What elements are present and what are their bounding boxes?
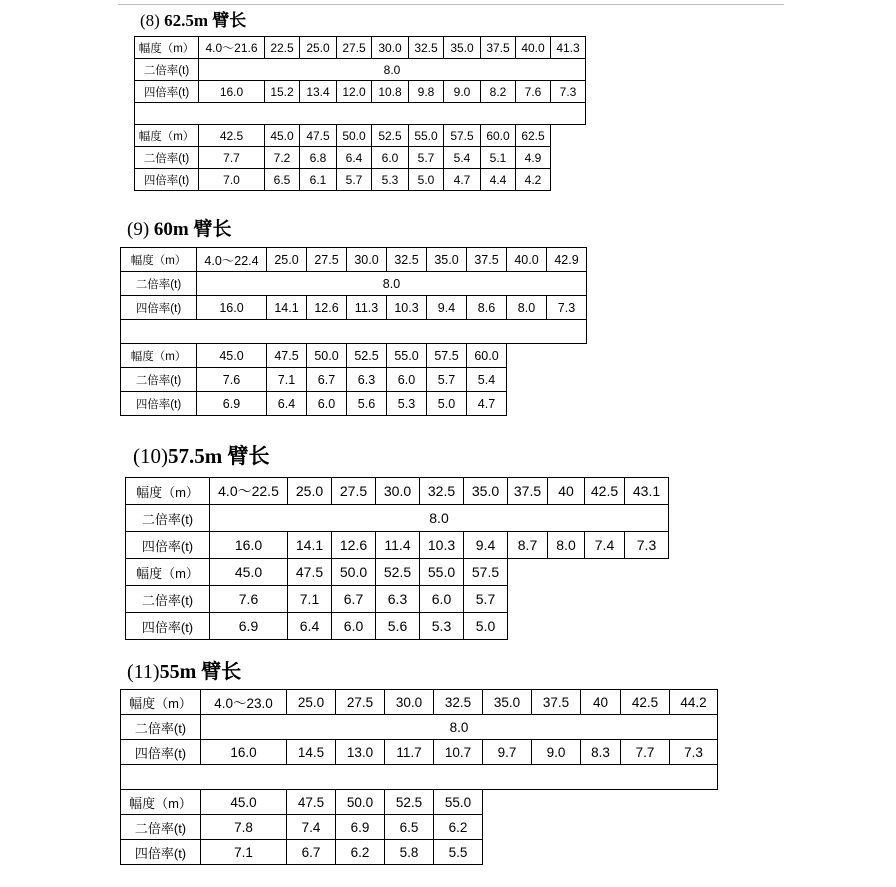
quad-cell: 4.7 [444,169,481,191]
amplitude-cell: 37.5 [467,248,507,272]
row-label: 幅度（m） [121,790,201,815]
quad-cell: 10.7 [434,740,483,765]
quad-cell: 6.0 [307,392,347,416]
amplitude-cell: 42.9 [547,248,587,272]
amplitude-cell: 45.0 [265,125,300,147]
double-cell: 6.0 [387,368,427,392]
amplitude-cell: 27.5 [337,37,372,59]
double-cell: 7.2 [265,147,300,169]
amplitude-cell: 45.0 [210,559,288,586]
amplitude-cell: 4.0～22.5 [210,478,288,505]
double-rate-value: 8.0 [199,59,586,81]
amplitude-row [121,690,718,715]
double-cell: 6.8 [300,147,337,169]
double-cell: 7.4 [287,815,336,840]
quad-cell: 10.8 [372,81,409,103]
quad-cell: 8.0 [507,296,547,320]
row-label: 幅度（m） [126,478,210,505]
quad-rate-row [121,840,718,865]
double-cell: 5.7 [409,147,444,169]
quad-cell: 7.0 [199,169,265,191]
quad-cell: 11.7 [385,740,434,765]
section-heading-8 [140,6,246,31]
load-table-57-5m [125,477,669,640]
double-cell: 4.9 [516,147,551,169]
quad-cell: 4.2 [516,169,551,191]
amplitude-cell: 35.0 [427,248,467,272]
section-heading-9 [127,214,231,241]
quad-cell: 6.9 [210,613,288,640]
amplitude-cell: 52.5 [376,559,420,586]
quad-cell: 12.6 [307,296,347,320]
double-rate-row [126,586,669,613]
quad-cell: 16.0 [199,81,265,103]
double-cell: 6.5 [385,815,434,840]
quad-cell: 7.4 [585,532,625,559]
double-cell: 6.3 [376,586,420,613]
amplitude-row [126,478,669,505]
double-cell: 6.7 [307,368,347,392]
amplitude-cell: 45.0 [197,344,267,368]
amplitude-cell: 37.5 [532,690,581,715]
amplitude-cell: 30.0 [372,37,409,59]
quad-cell: 9.0 [532,740,581,765]
double-rate-value: 8.0 [210,505,669,532]
amplitude-row [135,37,586,59]
double-cell: 6.0 [372,147,409,169]
separator-row [135,103,586,125]
heading-prefix: (10) [133,444,168,468]
quad-cell: 6.5 [265,169,300,191]
amplitude-cell: 27.5 [336,690,385,715]
load-table-60m [120,247,587,416]
quad-cell: 5.3 [420,613,464,640]
amplitude-cell: 60.0 [467,344,507,368]
section-heading-11 [127,655,241,684]
quad-rate-row [121,296,587,320]
row-label: 二倍率(t) [121,815,201,840]
quad-rate-row [121,392,587,416]
quad-cell: 7.3 [547,296,587,320]
amplitude-cell: 57.5 [444,125,481,147]
quad-cell: 16.0 [210,532,288,559]
quad-cell: 12.0 [337,81,372,103]
amplitude-cell: 55.0 [387,344,427,368]
double-cell: 6.0 [420,586,464,613]
amplitude-cell: 47.5 [300,125,337,147]
quad-cell: 14.5 [287,740,336,765]
amplitude-cell: 32.5 [387,248,427,272]
amplitude-cell: 25.0 [287,690,336,715]
amplitude-cell: 55.0 [420,559,464,586]
double-cell: 5.4 [444,147,481,169]
double-cell: 5.7 [464,586,508,613]
amplitude-cell: 50.0 [332,559,376,586]
amplitude-row [121,248,587,272]
double-rate-row [135,59,586,81]
heading-title: 62.5m 臂长 [164,11,247,30]
quad-cell: 11.3 [347,296,387,320]
quad-cell: 14.1 [267,296,307,320]
double-rate-row [121,715,718,740]
heading-prefix: (9) [127,219,150,240]
amplitude-cell: 40 [548,478,585,505]
quad-cell: 8.7 [508,532,548,559]
amplitude-row [121,344,587,368]
amplitude-cell: 50.0 [336,790,385,815]
double-cell: 6.4 [337,147,372,169]
quad-rate-row [135,81,586,103]
amplitude-cell: 25.0 [300,37,337,59]
double-rate-row [121,815,718,840]
quad-cell: 5.8 [385,840,434,865]
quad-cell: 5.0 [464,613,508,640]
amplitude-cell: 4.0～22.4 [197,248,267,272]
quad-cell: 6.2 [336,840,385,865]
amplitude-cell: 52.5 [347,344,387,368]
row-label: 二倍率(t) [121,368,197,392]
row-label: 四倍率(t) [121,840,201,865]
quad-cell: 5.0 [427,392,467,416]
quad-rate-row [126,532,669,559]
amplitude-cell: 35.0 [483,690,532,715]
double-rate-row [126,505,669,532]
quad-cell: 5.5 [434,840,483,865]
row-label: 二倍率(t) [121,272,197,296]
quad-cell: 9.4 [427,296,467,320]
amplitude-cell: 60.0 [481,125,516,147]
double-cell: 5.4 [467,368,507,392]
quad-cell: 6.7 [287,840,336,865]
amplitude-row [135,125,586,147]
load-table-62-5m [134,36,586,191]
separator-row [121,765,718,790]
blank-cell [121,320,587,344]
quad-cell: 16.0 [201,740,287,765]
amplitude-cell: 47.5 [287,790,336,815]
quad-cell: 9.7 [483,740,532,765]
amplitude-cell: 30.0 [347,248,387,272]
amplitude-cell: 42.5 [585,478,625,505]
amplitude-cell: 40.0 [507,248,547,272]
double-cell: 7.1 [288,586,332,613]
quad-cell: 7.3 [625,532,669,559]
quad-cell: 10.3 [387,296,427,320]
amplitude-cell: 30.0 [385,690,434,715]
amplitude-cell: 35.0 [444,37,481,59]
amplitude-cell: 55.0 [434,790,483,815]
separator-row [121,320,587,344]
double-cell: 6.9 [336,815,385,840]
amplitude-cell: 40.0 [516,37,551,59]
quad-cell: 5.6 [376,613,420,640]
row-label: 四倍率(t) [126,532,210,559]
amplitude-cell: 50.0 [337,125,372,147]
quad-cell: 9.4 [464,532,508,559]
double-cell: 7.1 [267,368,307,392]
quad-cell: 7.3 [670,740,718,765]
quad-cell: 4.4 [481,169,516,191]
quad-cell: 8.3 [581,740,621,765]
amplitude-cell: 25.0 [288,478,332,505]
quad-cell: 5.6 [347,392,387,416]
quad-cell: 5.0 [409,169,444,191]
double-rate-row [121,272,587,296]
double-cell: 7.6 [210,586,288,613]
quad-cell: 7.6 [516,81,551,103]
double-cell: 6.7 [332,586,376,613]
row-label: 四倍率(t) [135,81,199,103]
quad-cell: 9.0 [444,81,481,103]
quad-rate-row [121,740,718,765]
amplitude-cell: 52.5 [372,125,409,147]
row-label: 幅度（m） [135,37,199,59]
amplitude-cell: 22.5 [265,37,300,59]
amplitude-cell: 32.5 [409,37,444,59]
double-cell: 5.1 [481,147,516,169]
amplitude-row [121,790,718,815]
row-label: 二倍率(t) [135,147,199,169]
amplitude-cell: 52.5 [385,790,434,815]
amplitude-cell: 32.5 [420,478,464,505]
quad-rate-row [126,613,669,640]
quad-cell: 12.6 [332,532,376,559]
amplitude-cell: 37.5 [508,478,548,505]
quad-cell: 11.4 [376,532,420,559]
double-cell: 7.7 [199,147,265,169]
amplitude-cell: 27.5 [332,478,376,505]
blank-cell [121,765,718,790]
quad-cell: 15.2 [265,81,300,103]
row-label: 幅度（m） [135,125,199,147]
quad-rate-row [135,169,586,191]
row-label: 四倍率(t) [121,296,197,320]
quad-cell: 4.7 [467,392,507,416]
heading-title: 55m 臂长 [159,661,242,683]
row-label: 幅度（m） [121,344,197,368]
row-label: 四倍率(t) [126,613,210,640]
heading-title: 60m 臂长 [153,219,232,240]
double-rate-row [121,368,587,392]
row-label: 四倍率(t) [135,169,199,191]
quad-cell: 7.7 [621,740,670,765]
quad-cell: 8.6 [467,296,507,320]
amplitude-cell: 30.0 [376,478,420,505]
amplitude-cell: 4.0～21.6 [199,37,265,59]
quad-cell: 6.1 [300,169,337,191]
amplitude-cell: 44.2 [670,690,718,715]
double-cell: 6.2 [434,815,483,840]
double-cell: 7.6 [197,368,267,392]
amplitude-cell: 42.5 [199,125,265,147]
row-label: 二倍率(t) [126,586,210,613]
quad-cell: 9.8 [409,81,444,103]
double-rate-value: 8.0 [201,715,718,740]
amplitude-cell: 27.5 [307,248,347,272]
amplitude-cell: 47.5 [288,559,332,586]
heading-prefix: (11) [127,661,160,683]
quad-cell: 6.0 [332,613,376,640]
amplitude-cell: 45.0 [201,790,287,815]
amplitude-cell: 55.0 [409,125,444,147]
amplitude-cell: 37.5 [481,37,516,59]
amplitude-cell: 41.3 [551,37,586,59]
row-label: 二倍率(t) [126,505,210,532]
quad-cell: 16.0 [197,296,267,320]
load-table-55m [120,689,718,865]
amplitude-cell: 57.5 [464,559,508,586]
top-rule [118,4,784,5]
amplitude-cell: 50.0 [307,344,347,368]
quad-cell: 5.3 [387,392,427,416]
quad-cell: 5.7 [337,169,372,191]
quad-cell: 5.3 [372,169,409,191]
amplitude-cell: 43.1 [625,478,669,505]
row-label: 四倍率(t) [121,740,201,765]
row-label: 二倍率(t) [135,59,199,81]
quad-cell: 6.9 [197,392,267,416]
heading-title: 57.5m 臂长 [168,444,270,468]
quad-cell: 6.4 [288,613,332,640]
heading-prefix: (8) [140,11,160,30]
quad-cell: 13.0 [336,740,385,765]
quad-cell: 8.0 [548,532,585,559]
quad-cell: 14.1 [288,532,332,559]
double-rate-value: 8.0 [197,272,587,296]
quad-cell: 7.1 [201,840,287,865]
double-rate-row [135,147,586,169]
amplitude-row [126,559,669,586]
quad-cell: 6.4 [267,392,307,416]
section-heading-10 [133,440,270,470]
amplitude-cell: 47.5 [267,344,307,368]
amplitude-cell: 35.0 [464,478,508,505]
amplitude-cell: 57.5 [427,344,467,368]
amplitude-cell: 42.5 [621,690,670,715]
double-cell: 5.7 [427,368,467,392]
row-label: 幅度（m） [121,690,201,715]
blank-cell [135,103,586,125]
double-cell: 6.3 [347,368,387,392]
quad-cell: 8.2 [481,81,516,103]
quad-cell: 13.4 [300,81,337,103]
quad-cell: 10.3 [420,532,464,559]
amplitude-cell: 4.0～23.0 [201,690,287,715]
amplitude-cell: 62.5 [516,125,551,147]
row-label: 四倍率(t) [121,392,197,416]
row-label: 幅度（m） [126,559,210,586]
double-cell: 7.8 [201,815,287,840]
quad-cell: 7.3 [551,81,586,103]
row-label: 二倍率(t) [121,715,201,740]
amplitude-cell: 32.5 [434,690,483,715]
row-label: 幅度（m） [121,248,197,272]
amplitude-cell: 40 [581,690,621,715]
amplitude-cell: 25.0 [267,248,307,272]
